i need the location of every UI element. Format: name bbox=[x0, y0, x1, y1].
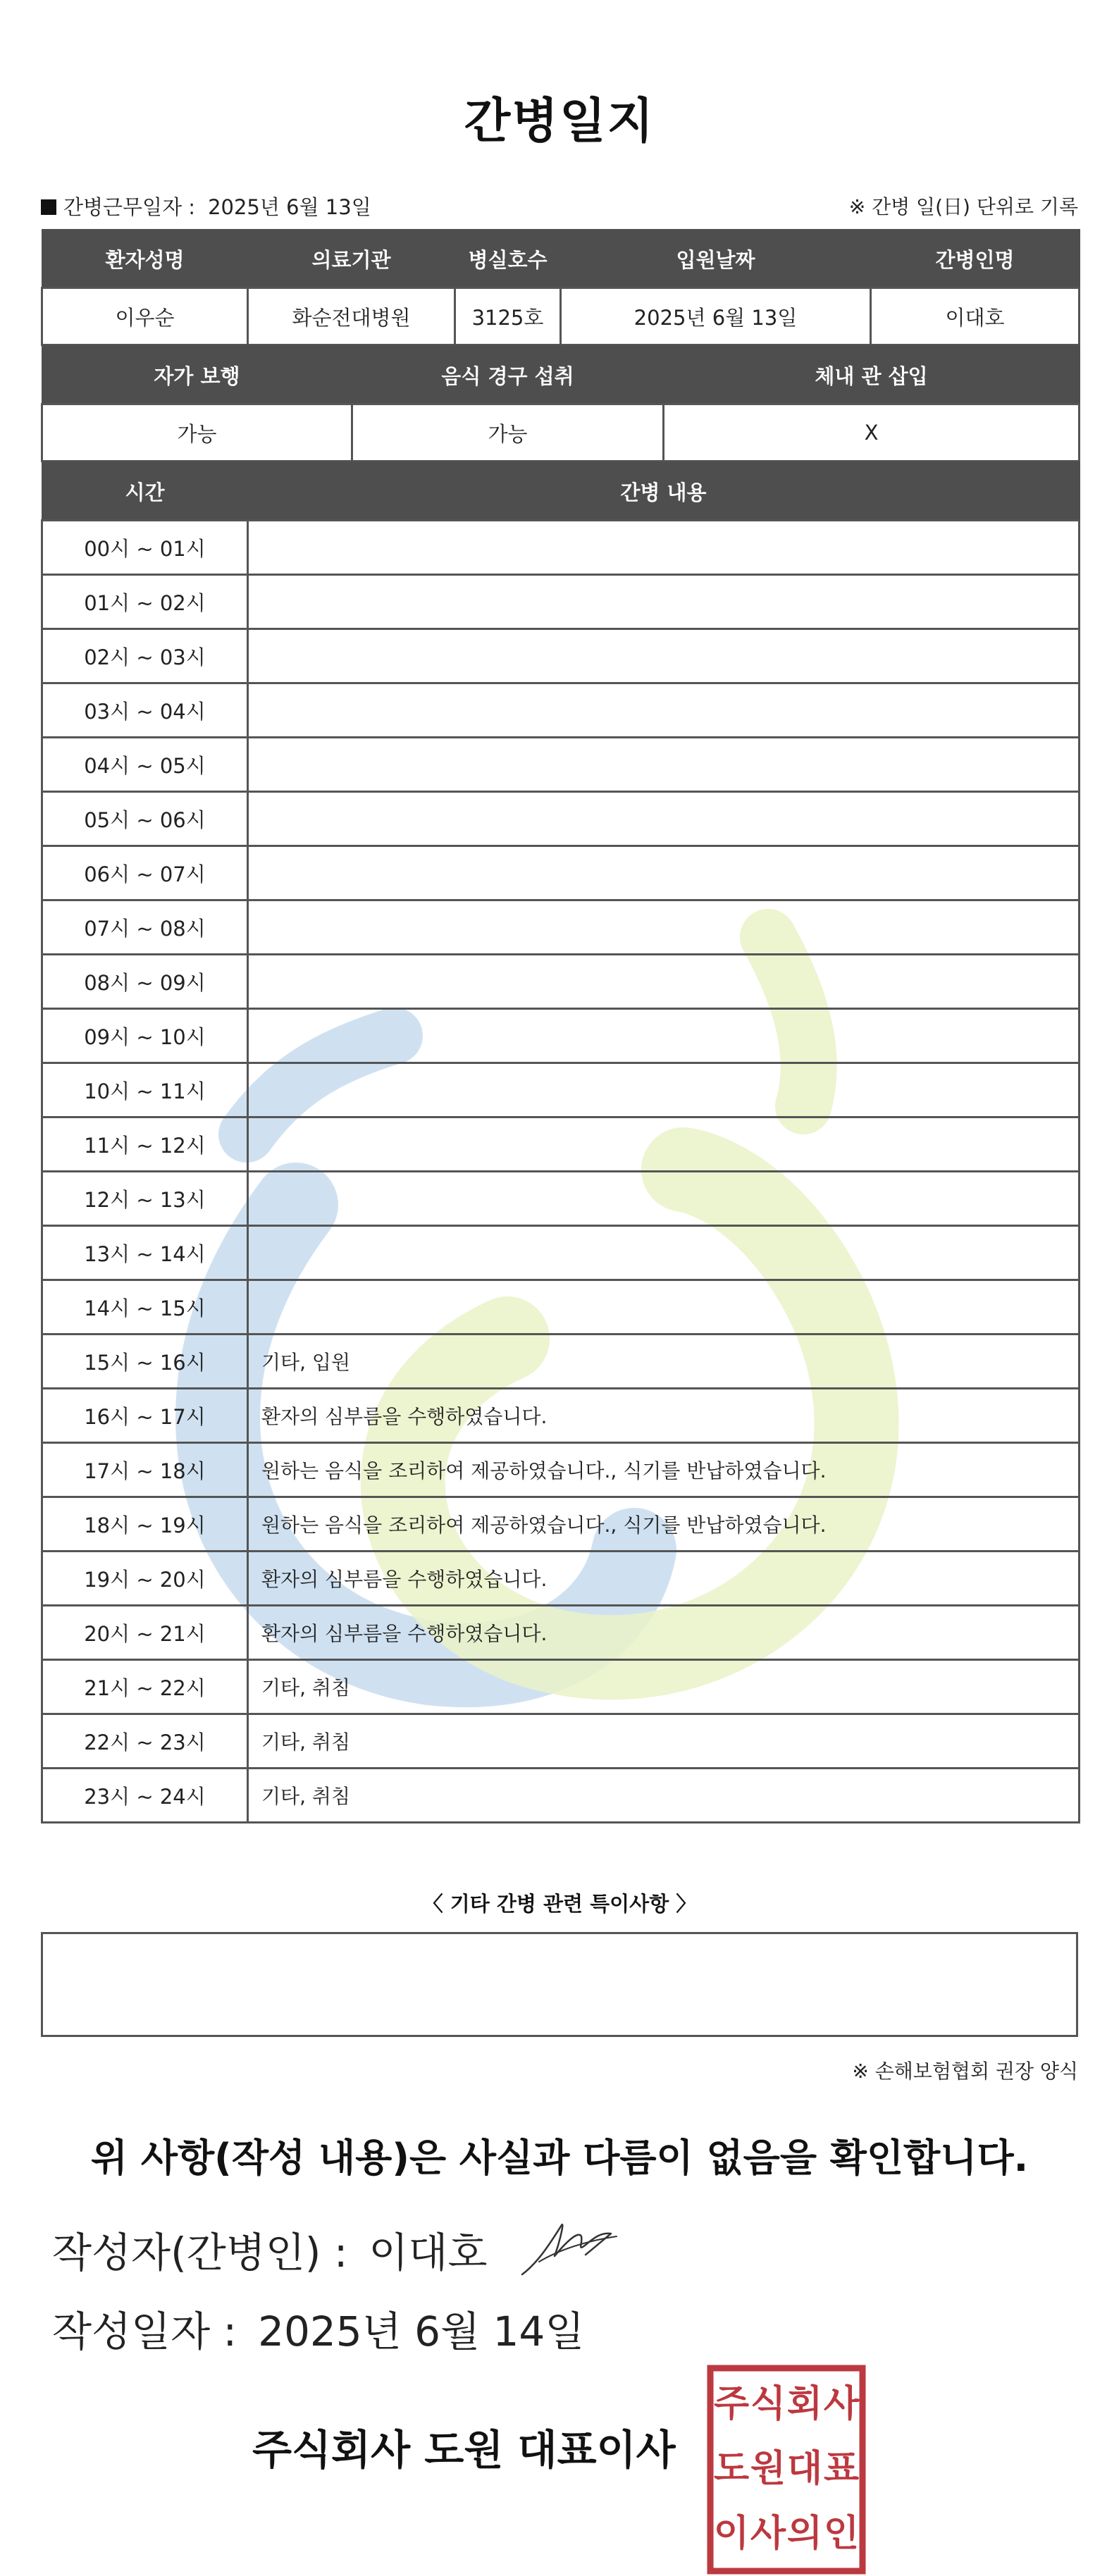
svg-text:이사의인: 이사의인 bbox=[713, 2513, 860, 2555]
header-tube-insertion: 체내 관 삽입 bbox=[664, 346, 1080, 404]
work-date-value: 2025년 6월 13일 bbox=[208, 195, 371, 219]
log-time: 20시 ~ 21시 bbox=[42, 1606, 248, 1660]
table-row bbox=[42, 1714, 1080, 1769]
log-content bbox=[248, 683, 1080, 738]
table-row bbox=[42, 1606, 1080, 1660]
table-row bbox=[42, 575, 1080, 629]
admission-date: 2025년 6월 13일 bbox=[561, 288, 871, 345]
log-content bbox=[248, 738, 1080, 792]
hospital-name: 화순전대병원 bbox=[248, 288, 455, 345]
written-date-label: 작성일자 : bbox=[52, 2308, 237, 2355]
log-time: 11시 ~ 12시 bbox=[42, 1117, 248, 1172]
header-time: 시간 bbox=[42, 462, 248, 521]
log-time: 06시 ~ 07시 bbox=[42, 846, 248, 900]
written-date-line bbox=[52, 2298, 584, 2358]
log-content bbox=[248, 846, 1080, 900]
table-row bbox=[42, 738, 1080, 792]
writer-line bbox=[52, 2219, 488, 2279]
company-representative: 주식회사 도원 대표이사 bbox=[252, 2426, 676, 2474]
patient-info-table bbox=[41, 229, 1080, 346]
oral-intake-value: 가능 bbox=[352, 404, 664, 462]
log-time: 03시 ~ 04시 bbox=[42, 683, 248, 738]
special-notes-box bbox=[41, 1932, 1078, 2037]
table-row bbox=[42, 1552, 1080, 1606]
log-time: 17시 ~ 18시 bbox=[42, 1443, 248, 1497]
log-time: 08시 ~ 09시 bbox=[42, 955, 248, 1009]
work-date-line bbox=[41, 192, 371, 221]
log-content bbox=[248, 1009, 1080, 1063]
header-room-number: 병실호수 bbox=[455, 230, 561, 288]
table-row bbox=[42, 1063, 1080, 1117]
table-row bbox=[42, 846, 1080, 900]
table-row bbox=[42, 1443, 1080, 1497]
svg-text:도원대표: 도원대표 bbox=[713, 2448, 860, 2490]
form-source-note: ※ 손해보험협회 권장 양식 bbox=[852, 2060, 1078, 2083]
self-walking-value: 가능 bbox=[42, 404, 352, 462]
log-time: 18시 ~ 19시 bbox=[42, 1497, 248, 1552]
table-row bbox=[42, 629, 1080, 683]
written-date-value: 2025년 6월 14일 bbox=[258, 2308, 585, 2355]
header-hospital: 의료기관 bbox=[248, 230, 455, 288]
log-time: 23시 ~ 24시 bbox=[42, 1769, 248, 1823]
log-time: 02시 ~ 03시 bbox=[42, 629, 248, 683]
table-row bbox=[42, 1389, 1080, 1443]
log-content bbox=[248, 575, 1080, 629]
log-content: 기타, 취침 bbox=[248, 1660, 1080, 1714]
table-row bbox=[42, 955, 1080, 1009]
log-content: 원하는 음식을 조리하여 제공하였습니다., 식기를 반납하였습니다. bbox=[248, 1443, 1080, 1497]
table-row bbox=[42, 1117, 1080, 1172]
log-content bbox=[248, 1117, 1080, 1172]
log-content bbox=[248, 900, 1080, 955]
table-row bbox=[42, 1769, 1080, 1823]
log-time: 22시 ~ 23시 bbox=[42, 1714, 248, 1769]
confirmation-statement: 위 사항(작성 내용)은 사실과 다름이 없음을 확인합니다. bbox=[90, 2136, 1029, 2180]
care-log-table bbox=[41, 462, 1080, 1823]
log-content bbox=[248, 629, 1080, 683]
document-title: 간병일지 bbox=[464, 94, 655, 149]
log-content bbox=[248, 1172, 1080, 1226]
tube-insertion-value: X bbox=[664, 404, 1080, 462]
log-time: 09시 ~ 10시 bbox=[42, 1009, 248, 1063]
log-time: 21시 ~ 22시 bbox=[42, 1660, 248, 1714]
log-content: 기타, 취침 bbox=[248, 1769, 1080, 1823]
table-row bbox=[42, 1280, 1080, 1335]
signature-icon bbox=[518, 2212, 624, 2283]
log-time: 12시 ~ 13시 bbox=[42, 1172, 248, 1226]
table-row bbox=[42, 1172, 1080, 1226]
writer-label: 작성자(간병인) : bbox=[52, 2229, 348, 2277]
table-row bbox=[42, 792, 1080, 846]
writer-name: 이대호 bbox=[369, 2229, 488, 2277]
log-content: 원하는 음식을 조리하여 제공하였습니다., 식기를 반납하였습니다. bbox=[248, 1497, 1080, 1552]
work-date-label: 간병근무일자 : bbox=[63, 195, 196, 219]
company-seal-icon bbox=[706, 2364, 867, 2575]
log-time: 01시 ~ 02시 bbox=[42, 575, 248, 629]
log-content: 환자의 심부름을 수행하였습니다. bbox=[248, 1389, 1080, 1443]
log-time: 07시 ~ 08시 bbox=[42, 900, 248, 955]
patient-name: 이우순 bbox=[42, 288, 248, 345]
log-time: 13시 ~ 14시 bbox=[42, 1226, 248, 1280]
table-row bbox=[42, 521, 1080, 575]
log-content bbox=[248, 1280, 1080, 1335]
svg-text:주식회사: 주식회사 bbox=[713, 2383, 860, 2425]
table-row bbox=[42, 1660, 1080, 1714]
header-self-walking: 자가 보행 bbox=[42, 346, 352, 404]
care-log-rows bbox=[42, 521, 1080, 1823]
log-content: 환자의 심부름을 수행하였습니다. bbox=[248, 1552, 1080, 1606]
header-caregiver-name: 간병인명 bbox=[871, 230, 1080, 288]
table-row bbox=[42, 1009, 1080, 1063]
table-row bbox=[42, 1335, 1080, 1389]
log-time: 04시 ~ 05시 bbox=[42, 738, 248, 792]
header-patient-name: 환자성명 bbox=[42, 230, 248, 288]
header-oral-intake: 음식 경구 섭취 bbox=[352, 346, 664, 404]
log-content bbox=[248, 1226, 1080, 1280]
log-time: 05시 ~ 06시 bbox=[42, 792, 248, 846]
square-bullet-icon bbox=[41, 199, 56, 215]
log-time: 15시 ~ 16시 bbox=[42, 1335, 248, 1389]
log-time: 14시 ~ 15시 bbox=[42, 1280, 248, 1335]
table-row bbox=[42, 683, 1080, 738]
caregiver-name: 이대호 bbox=[871, 288, 1080, 345]
log-content bbox=[248, 792, 1080, 846]
log-content bbox=[248, 955, 1080, 1009]
table-row bbox=[42, 900, 1080, 955]
log-time: 00시 ~ 01시 bbox=[42, 521, 248, 575]
table-row bbox=[42, 1497, 1080, 1552]
patient-ability-table bbox=[41, 345, 1080, 462]
log-content: 기타, 입원 bbox=[248, 1335, 1080, 1389]
log-time: 10시 ~ 11시 bbox=[42, 1063, 248, 1117]
log-content bbox=[248, 1063, 1080, 1117]
log-content bbox=[248, 521, 1080, 575]
log-time: 16시 ~ 17시 bbox=[42, 1389, 248, 1443]
log-time: 19시 ~ 20시 bbox=[42, 1552, 248, 1606]
room-number: 3125호 bbox=[455, 288, 561, 345]
daily-record-note: ※ 간병 일(日) 단위로 기록 bbox=[848, 195, 1078, 218]
special-notes-title: 〈 기타 간병 관련 특이사항 〉 bbox=[422, 1892, 697, 1916]
header-care-content: 간병 내용 bbox=[248, 462, 1080, 521]
header-admission-date: 입원날짜 bbox=[561, 230, 871, 288]
table-row bbox=[42, 1226, 1080, 1280]
log-content: 환자의 심부름을 수행하였습니다. bbox=[248, 1606, 1080, 1660]
log-content: 기타, 취침 bbox=[248, 1714, 1080, 1769]
